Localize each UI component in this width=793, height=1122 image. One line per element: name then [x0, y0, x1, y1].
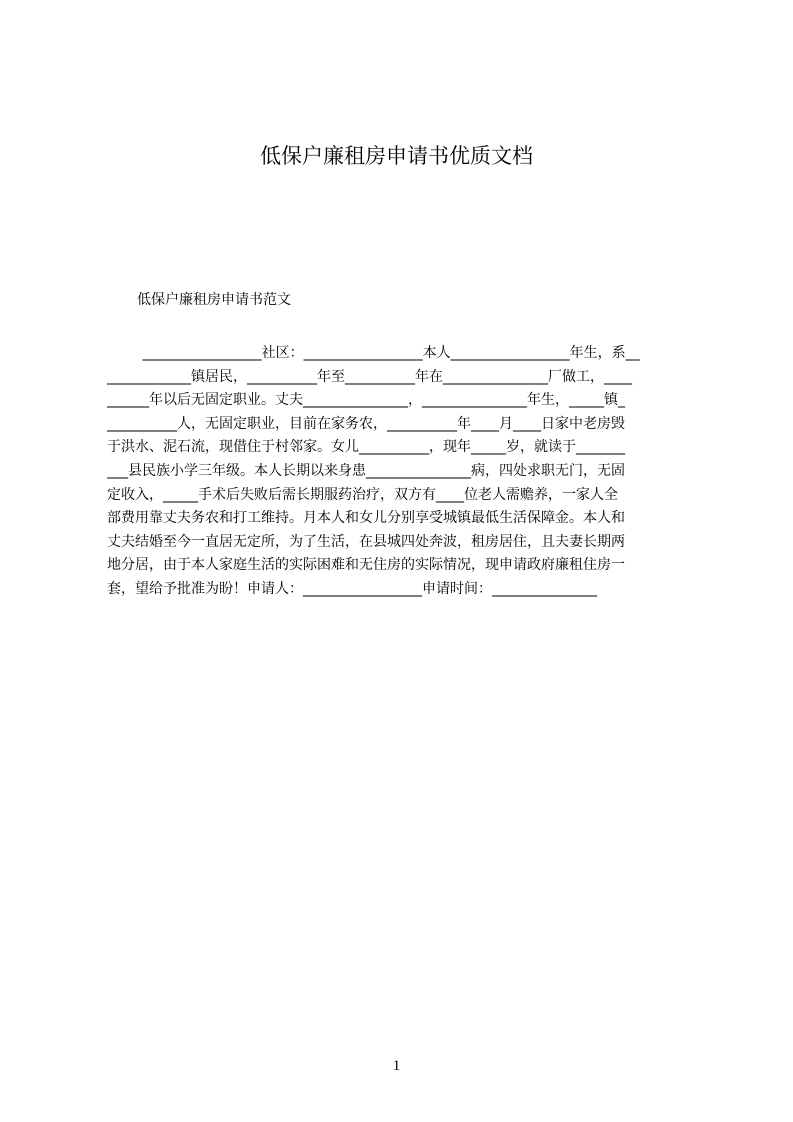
- body-line-5: 于洪水、泥石流，现借住于村邻家。女儿__________，现年_____岁，就读于_______: [107, 439, 625, 456]
- body-line-8: 部费用靠丈夫务农和打工维持。月本人和女儿分别享受城镇最低生活保障金。本人和: [107, 510, 625, 527]
- application-body: [107, 342, 697, 602]
- body-line-7: 定收入，_____手术后失败后需长期服药治疗，双方有____位老人需赡养，一家人全: [107, 486, 618, 503]
- body-line-9: 丈夫结婚至今一直居无定所，为了生活，在县城四处奔波，租房居住，且夫妻长期两: [107, 533, 625, 550]
- body-line-2: ____________镇居民，__________年至__________年在_______________厂做工，____: [107, 368, 632, 385]
- body-line-11: 套，望给予批准为盼！申请人：_________________申请时间：_______________: [107, 580, 597, 597]
- document-title: 低保户廉租房申请书优质文档: [260, 144, 533, 168]
- body-line-6: ___县民族小学三年级。本人长期以来身患_______________病，四处求职无门，无固: [107, 462, 625, 479]
- section-title: 低保户廉租房申请书范文: [137, 292, 291, 308]
- page-number: 1: [392, 1058, 401, 1074]
- body-line-10: 地分居，由于本人家庭生活的实际困难和无住房的实际情况，现申请政府廉租住房一: [107, 557, 625, 574]
- body-line-4: __________人，无固定职业，目前在家务农，__________年____月____日家中老房毁: [107, 415, 625, 432]
- body-line-1: _________________社区：_________________本人_________________年生，系__: [107, 345, 640, 361]
- body-line-3: ______年以后无固定职业。丈夫_______________，_______________年生，_____镇_: [107, 392, 625, 409]
